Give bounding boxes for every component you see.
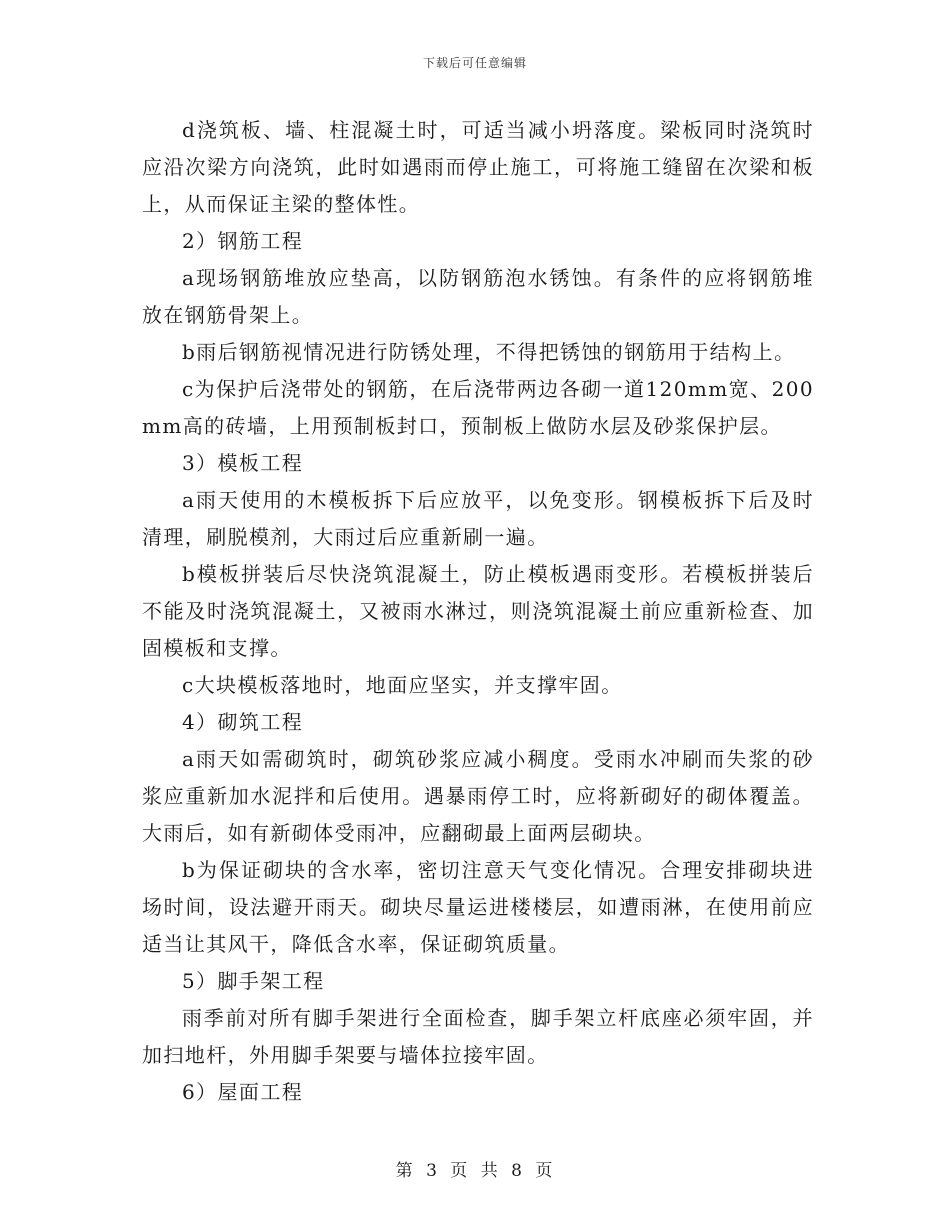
paragraph-scaffolding: 雨季前对所有脚手架进行全面检查，脚手架立杆底座必须牢固，并加扫地杆，外用脚手架要与墙体拉接牢固。: [142, 1006, 814, 1067]
page-footer: 第 3 页 共 8 页: [395, 1161, 555, 1181]
paragraph-formwork-a: a雨天使用的木模板拆下后应放平，以免变形。钢模板拆下后及时清理，刷脱模剂，大雨过后应重新刷一遍。: [142, 488, 814, 549]
section-heading-scaffolding: 5）脚手架工程: [182, 969, 325, 993]
document-body: [142, 112, 814, 1111]
paragraph-formwork-c: c大块模板落地时，地面应坚实，并支撑牢固。: [182, 673, 623, 697]
paragraph-masonry-a: a雨天如需砌筑时，砌筑砂浆应减小稠度。受雨水冲刷而失浆的砂浆应重新加水泥拌和后使用。遇暴雨停工时，应将新砌好的砌体覆盖。大雨后，如有新砌体受雨冲，应翻砌最上面两层砌块。: [142, 747, 814, 845]
paragraph-pouring-slab: d浇筑板、墙、柱混凝土时，可适当减小坍落度。梁板同时浇筑时应沿次梁方向浇筑，此时如遇雨而停止施工，可将施工缝留在次梁和板上，从而保证主梁的整体性。: [142, 118, 814, 216]
section-heading-rebar: 2）钢筋工程: [182, 229, 304, 253]
paragraph-rebar-a: a现场钢筋堆放应垫高，以防钢筋泡水锈蚀。有条件的应将钢筋堆放在钢筋骨架上。: [142, 266, 814, 327]
paragraph-rebar-c: c为保护后浇带处的钢筋，在后浇带两边各砌一道120mm宽、200mm高的砖墙，上用预制板封口，预制板上做防水层及砂浆保护层。: [142, 377, 814, 438]
page-header: 下载后可任意编辑: [422, 56, 527, 70]
paragraph-formwork-b: b模板拼装后尽快浇筑混凝土，防止模板遇雨变形。若模板拼装后不能及时浇筑混凝土，又被雨水淋过，则浇筑混凝土前应重新检查、加固模板和支撑。: [142, 562, 814, 660]
section-heading-masonry: 4）砌筑工程: [182, 710, 304, 734]
paragraph-rebar-b: b雨后钢筋视情况进行防锈处理，不得把锈蚀的钢筋用于结构上。: [182, 340, 796, 364]
section-heading-roofing: 6）屋面工程: [182, 1080, 304, 1104]
section-heading-formwork: 3）模板工程: [182, 451, 304, 475]
paragraph-masonry-b: b为保证砌块的含水率，密切注意天气变化情况。合理安排砌块进场时间，设法避开雨天。砌块尽量运进楼楼层，如遭雨淋，在使用前应适当让其风干，降低含水率，保证砌筑质量。: [142, 858, 814, 956]
